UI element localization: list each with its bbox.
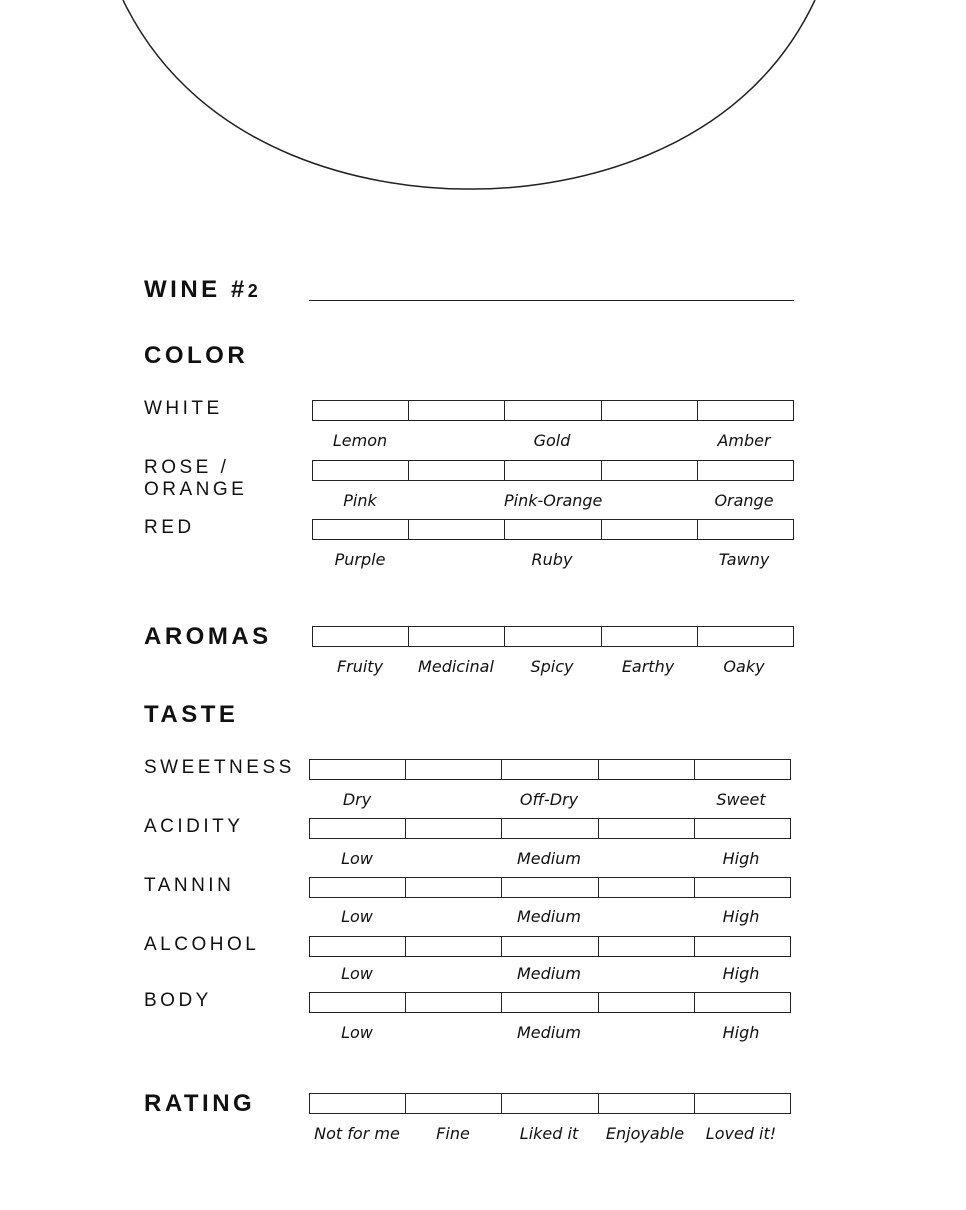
acidity-label: ACIDITY	[144, 816, 244, 837]
tannin-caption-medium: Medium	[517, 907, 581, 926]
scale-box[interactable]	[409, 627, 505, 646]
red-scale[interactable]	[312, 519, 794, 540]
scale-box[interactable]	[313, 520, 409, 539]
tannin-caption-low: Low	[341, 907, 373, 926]
wine-title-label: WINE #	[144, 276, 248, 303]
scale-box[interactable]	[502, 993, 598, 1012]
sweetness-caption-sweet: Sweet	[716, 790, 766, 809]
aroma-caption-spicy: Spicy	[530, 657, 574, 676]
rose-caption-orange: Orange	[714, 491, 774, 510]
aroma-caption-earthy: Earthy	[621, 657, 675, 676]
acidity-captions	[309, 849, 791, 871]
wine-title	[144, 276, 258, 304]
rating-scale[interactable]	[309, 1093, 791, 1114]
scale-box[interactable]	[502, 1094, 598, 1113]
rating-caption-not-for-me: Not for me	[314, 1124, 400, 1143]
aromas-captions	[312, 657, 794, 679]
scale-box[interactable]	[505, 520, 601, 539]
body-captions	[309, 1023, 791, 1045]
scale-box[interactable]	[599, 1094, 695, 1113]
scale-box[interactable]	[599, 937, 695, 956]
acidity-caption-medium: Medium	[517, 849, 581, 868]
scale-box[interactable]	[502, 937, 598, 956]
white-captions	[312, 431, 794, 453]
aroma-caption-oaky: Oaky	[723, 657, 765, 676]
sweetness-caption-off-dry: Off-Dry	[519, 790, 579, 809]
aroma-caption-fruity: Fruity	[336, 657, 384, 676]
scale-box[interactable]	[406, 937, 502, 956]
scale-box[interactable]	[698, 401, 793, 420]
rating-heading: RATING	[144, 1090, 256, 1117]
rating-caption-fine: Fine	[436, 1124, 470, 1143]
body-caption-medium: Medium	[517, 1023, 581, 1042]
white-caption-gold: Gold	[533, 431, 571, 450]
sweetness-caption-dry: Dry	[342, 790, 372, 809]
scale-box[interactable]	[406, 760, 502, 779]
rose-scale[interactable]	[312, 460, 794, 481]
scale-box[interactable]	[505, 401, 601, 420]
red-caption-purple: Purple	[334, 550, 386, 569]
rose-caption-pink-orange: Pink-Orange	[504, 491, 603, 510]
body-caption-low: Low	[341, 1023, 373, 1042]
scale-box[interactable]	[505, 627, 601, 646]
scale-box[interactable]	[599, 878, 695, 897]
rose-label	[144, 457, 247, 501]
scale-box[interactable]	[505, 461, 601, 480]
alcohol-caption-medium: Medium	[517, 964, 581, 983]
rating-caption-enjoyable: Enjoyable	[605, 1124, 685, 1143]
scale-box[interactable]	[599, 760, 695, 779]
body-label: BODY	[144, 990, 212, 1011]
red-caption-tawny: Tawny	[718, 550, 770, 569]
scale-box[interactable]	[310, 937, 406, 956]
scale-box[interactable]	[310, 993, 406, 1012]
aroma-caption-medicinal: Medicinal	[418, 657, 494, 676]
scale-box[interactable]	[310, 1094, 406, 1113]
acidity-scale[interactable]	[309, 818, 791, 839]
color-heading: COLOR	[144, 342, 249, 369]
alcohol-captions	[309, 964, 791, 986]
scale-box[interactable]	[695, 1094, 790, 1113]
scale-box[interactable]	[409, 461, 505, 480]
acidity-caption-low: Low	[341, 849, 373, 868]
white-caption-amber: Amber	[717, 431, 771, 450]
rose-captions	[312, 491, 794, 513]
taste-heading: TASTE	[144, 701, 239, 728]
scale-box[interactable]	[406, 993, 502, 1012]
alcohol-label: ALCOHOL	[144, 934, 260, 955]
tannin-label: TANNIN	[144, 875, 235, 896]
scale-box[interactable]	[695, 993, 790, 1012]
scale-box[interactable]	[409, 401, 505, 420]
tannin-caption-high: High	[722, 907, 760, 926]
sweetness-captions	[309, 790, 791, 812]
scale-box[interactable]	[698, 520, 793, 539]
red-label: RED	[144, 517, 195, 538]
scale-box[interactable]	[406, 878, 502, 897]
sweetness-label: SWEETNESS	[144, 757, 295, 778]
aromas-scale[interactable]	[312, 626, 794, 647]
scale-box[interactable]	[602, 627, 698, 646]
scale-box[interactable]	[406, 819, 502, 838]
scale-box[interactable]	[695, 878, 790, 897]
scale-box[interactable]	[313, 461, 409, 480]
body-caption-high: High	[722, 1023, 760, 1042]
scale-box[interactable]	[313, 401, 409, 420]
acidity-caption-high: High	[722, 849, 760, 868]
body-scale[interactable]	[309, 992, 791, 1013]
wine-glass-outline	[0, 0, 966, 200]
scale-box[interactable]	[599, 819, 695, 838]
tannin-scale[interactable]	[309, 877, 791, 898]
scale-box[interactable]	[602, 401, 698, 420]
scale-box[interactable]	[695, 937, 790, 956]
scale-box[interactable]	[313, 627, 409, 646]
scale-box[interactable]	[406, 1094, 502, 1113]
wine-number: 2	[247, 281, 258, 301]
white-label: WHITE	[144, 398, 223, 419]
scale-box[interactable]	[698, 461, 793, 480]
scale-box[interactable]	[602, 461, 698, 480]
sweetness-scale[interactable]	[309, 759, 791, 780]
scale-box[interactable]	[502, 878, 598, 897]
red-caption-ruby: Ruby	[531, 550, 573, 569]
scale-box[interactable]	[502, 760, 598, 779]
scale-box[interactable]	[310, 760, 406, 779]
scale-box[interactable]	[599, 993, 695, 1012]
red-captions	[312, 550, 794, 572]
scale-box[interactable]	[502, 819, 598, 838]
scale-box[interactable]	[310, 819, 406, 838]
scale-box[interactable]	[310, 878, 406, 897]
alcohol-caption-high: High	[722, 964, 760, 983]
white-scale[interactable]	[312, 400, 794, 421]
rating-captions	[309, 1124, 791, 1146]
aromas-heading: AROMAS	[144, 623, 272, 650]
alcohol-caption-low: Low	[341, 964, 373, 983]
rose-caption-pink: Pink	[343, 491, 377, 510]
tannin-captions	[309, 907, 791, 929]
wine-name-line[interactable]	[309, 300, 794, 301]
rating-caption-loved-it: Loved it!	[705, 1124, 777, 1143]
scale-box[interactable]	[602, 520, 698, 539]
scale-box[interactable]	[409, 520, 505, 539]
white-caption-lemon: Lemon	[332, 431, 388, 450]
alcohol-scale[interactable]	[309, 936, 791, 957]
scale-box[interactable]	[698, 627, 793, 646]
scale-box[interactable]	[695, 819, 790, 838]
rose-label-line2: ORANGE	[144, 479, 248, 500]
scale-box[interactable]	[695, 760, 790, 779]
rose-label-line1: ROSE /	[144, 457, 230, 478]
rating-caption-liked-it: Liked it	[519, 1124, 579, 1143]
